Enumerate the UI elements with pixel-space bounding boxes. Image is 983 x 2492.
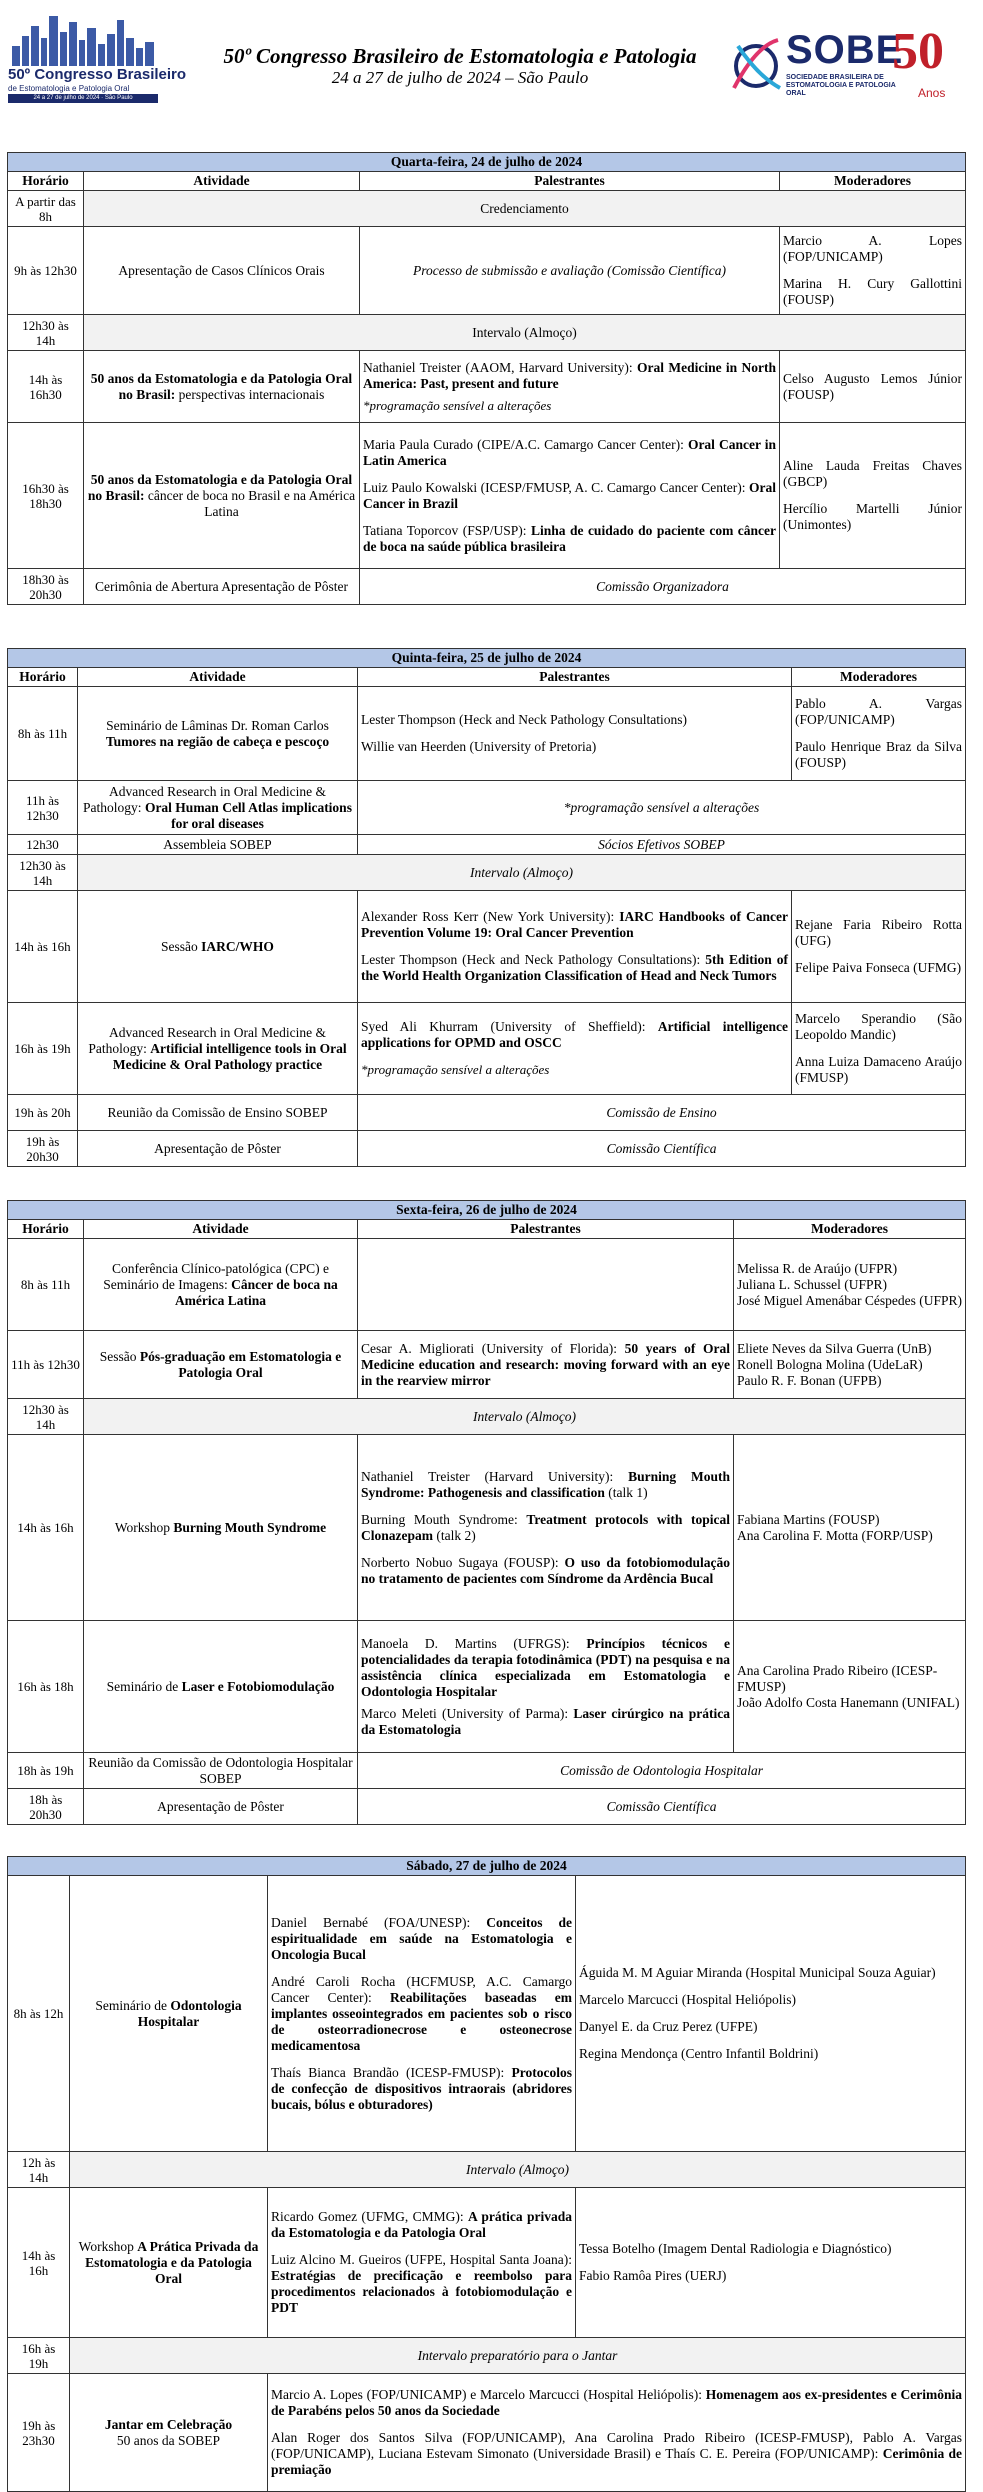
table-row <box>8 781 966 835</box>
moderator: Eliete Neves da Silva Guerra (UnB) <box>737 1340 932 1356</box>
talk <box>271 2252 572 2316</box>
moderator: Marcelo Marcucci (Hospital Heliópolis) <box>579 1992 797 2007</box>
moderator-cell <box>734 1239 966 1331</box>
day-table-wednesday <box>7 152 966 605</box>
table-row <box>8 1435 966 1621</box>
merged-cell: Sócios Efetivos SOBEP <box>358 835 966 855</box>
moderator-cell <box>576 2188 966 2338</box>
day-table-thursday <box>7 648 966 1167</box>
talk <box>271 1915 572 1963</box>
speaker-name: Alexander Ross Kerr (New York University): <box>361 909 620 924</box>
table-row <box>8 1399 966 1435</box>
talk <box>271 2209 572 2241</box>
speaker-cell <box>358 891 792 1003</box>
activity-cell <box>78 687 358 781</box>
moderator: Danyel E. da Cruz Perez (UFPE) <box>579 2019 758 2034</box>
col-header-activity: Atividade <box>84 172 360 191</box>
logo-line-1: 50º Congresso Brasileiro <box>8 66 187 83</box>
talk <box>361 1019 788 1051</box>
moderator-cell <box>792 891 966 1003</box>
speaker-name: Daniel Bernabé (FOA/UNESP): <box>271 1914 487 1930</box>
talk-title: Oral Cancer in Latin America <box>363 436 777 468</box>
speaker-name: Tatiana Toporcov (FSP/USP): <box>363 522 531 538</box>
activity-bold: Odontologia Hospitalar <box>137 1997 242 2029</box>
moderator: Águida M. M Aguiar Miranda (Hospital Municipal Souza Aguiar) <box>579 1965 936 1980</box>
moderator-cell <box>780 423 966 569</box>
sobe-fullname: SOCIEDADE BRASILEIRA DE ESTOMATOLOGIA E PATOLOGIA ORAL <box>786 74 896 97</box>
speaker-name: Luiz Alcino M. Gueiros (UFPE, Hospital Santa Joana): <box>271 2252 572 2267</box>
merged-cell: Comissão de Ensino <box>358 1095 966 1131</box>
table-row <box>8 351 966 423</box>
activity-text: Advanced Research in Oral Medicine & Pathology: <box>83 783 327 815</box>
talk-title: A prática privada da Estomatologia e da Patologia Oral <box>271 2209 572 2240</box>
col-header-speakers: Palestrantes <box>360 172 780 191</box>
talk-title: Artificial intelligence applications for OPMD and OSCC <box>361 1019 788 1050</box>
talk-title: Laser cirúrgico na prática da Estomatologia <box>361 1705 730 1737</box>
time-cell: 9h às 12h30 <box>8 227 84 315</box>
moderator: Marcelo Sperandio (São Leopoldo Mandic) <box>795 1011 963 1042</box>
sobe-logo <box>728 22 978 112</box>
talk-title: O uso da fotobiomodulação no tratamento de pacientes com Síndrome da Ardência Bucal <box>361 1554 730 1586</box>
activity-bold: Artificial intelligence tools in Oral Medicine & Oral Pathology practice <box>112 1040 347 1072</box>
activity-cell <box>78 891 358 1003</box>
day-title: Quarta-feira, 24 de julho de 2024 <box>8 153 966 172</box>
moderator-cell <box>734 1435 966 1621</box>
speaker-name: Luiz Paulo Kowalski (ICESP/FMUSP, A. C. Camargo Cancer Center): <box>363 479 749 495</box>
talk-title: Linha de cuidado do paciente com câncer de boca na saúde pública brasileira <box>363 522 776 554</box>
moderator-cell <box>792 1003 966 1095</box>
activity-cell: Assembleia SOBEP <box>78 835 358 855</box>
activity-text: câncer de boca no Brasil e na América Latina <box>147 487 356 519</box>
time-cell: 14h às 16h <box>8 1435 84 1621</box>
activity-bold: Burning Mouth Syndrome <box>173 1519 327 1535</box>
time-cell: 12h às 14h <box>8 2152 70 2188</box>
talk-title: Estratégias de precificação e reembolso para procedimentos relacionados à fotobiomodulação e PDT <box>271 2268 572 2315</box>
merged-cell: Comissão Organizadora <box>360 569 966 605</box>
activity-bold: Oral Human Cell Atlas implications for oral diseases <box>144 799 352 831</box>
moderator-cell <box>780 227 966 315</box>
speaker-name: Nathaniel Treister (Harvard University): <box>361 1468 629 1484</box>
speaker: Willie van Heerden (University of Pretoria) <box>361 739 597 754</box>
moderator-cell <box>734 1621 966 1753</box>
moderator: Paulo Henrique Braz da Silva (FOUSP) <box>795 739 963 770</box>
talk <box>361 1341 730 1389</box>
talk <box>363 480 776 512</box>
speaker-cell <box>268 2188 576 2338</box>
col-header-speakers: Palestrantes <box>358 1220 734 1239</box>
activity-cell <box>84 1435 358 1621</box>
activity-bold: Laser e Fotobiomodulação <box>181 1678 335 1694</box>
full-row-label: Intervalo (Almoço) <box>84 315 966 351</box>
moderator: Ana Carolina Prado Ribeiro (ICESP-FMUSP) <box>737 1662 938 1694</box>
talk-title: 5th Edition of the World Health Organization Classification of Head and Neck Tumors <box>361 952 788 983</box>
time-cell: 16h às 19h <box>8 2338 70 2374</box>
activity-text: Conferência Clínico-patológica (CPC) e Seminário de Imagens: <box>103 1260 330 1292</box>
talk <box>363 523 776 555</box>
speaker-name: Marco Meleti (University of Parma): <box>361 1705 574 1721</box>
skyline-icon <box>8 8 158 66</box>
speaker: Lester Thompson (Heck and Neck Pathology Consultations) <box>361 712 687 727</box>
col-header-speakers: Palestrantes <box>358 668 792 687</box>
moderator: Tessa Botelho (Imagem Dental Radiologia e Diagnóstico) <box>579 2241 892 2256</box>
activity-bold: 50 anos da Estomatologia e da Patologia Oral no Brasil: <box>87 471 353 503</box>
activity-text: Advanced Research in Oral Medicine & Pathology: <box>88 1024 327 1056</box>
moderator: Hercílio Martelli Júnior (Unimontes) <box>783 501 962 532</box>
table-row <box>8 1876 966 2152</box>
time-cell: 12h30 às 14h <box>8 855 78 891</box>
talk <box>361 909 788 941</box>
table-row <box>8 315 966 351</box>
talk-suffix: (talk 1) <box>604 1484 648 1500</box>
talk <box>361 1469 730 1501</box>
speaker-cell <box>358 1239 734 1331</box>
talk-title: 50 years of Oral Medicine education and research: moving forward with an eye in the rearview mirror <box>361 1340 730 1388</box>
note: *programação sensível a alterações <box>363 397 552 413</box>
moderator: Regina Mendonça (Centro Infantil Boldrini) <box>579 2046 819 2061</box>
moderator: José Miguel Amenábar Céspedes (UFPR) <box>737 1292 962 1308</box>
talk-title: Treatment protocols with topical Clonazepam <box>361 1511 730 1543</box>
table-row <box>8 891 966 1003</box>
logo-line-2: de Estomatologia e Patologia Oral <box>8 84 130 93</box>
merged-cell: Comissão Científica <box>358 1131 966 1167</box>
talk <box>361 1555 730 1587</box>
speaker-name: Burning Mouth Syndrome: <box>361 1511 527 1527</box>
moderator: Aline Lauda Freitas Chaves (GBCP) <box>783 458 962 489</box>
moderator: Marcio A. Lopes (FOP/UNICAMP) <box>783 233 962 264</box>
activity-cell <box>84 1331 358 1399</box>
speaker-cell <box>358 1621 734 1753</box>
activity-cell <box>84 1621 358 1753</box>
table-row <box>8 1003 966 1095</box>
talk-title: Cerimônia de premiação <box>271 2446 963 2477</box>
activity-text: Workshop <box>78 2238 134 2254</box>
talk-suffix: (talk 2) <box>433 1527 476 1543</box>
anniversary-anos: Anos <box>918 86 946 100</box>
moderator: Fabio Ramôa Pires (UERJ) <box>579 2268 727 2283</box>
moderator: João Adolfo Costa Hanemann (UNIFAL) <box>737 1694 960 1710</box>
activity-text: Sessão <box>99 1348 137 1364</box>
full-row-label: Intervalo (Almoço) <box>84 1399 966 1435</box>
col-header-time: Horário <box>8 668 78 687</box>
day-title: Quinta-feira, 25 de julho de 2024 <box>8 649 966 668</box>
talk <box>361 952 788 984</box>
page-subtitle: 24 a 27 de julho de 2024 – São Paulo <box>331 68 589 87</box>
full-row-label: Intervalo (Almoço) <box>70 2152 966 2188</box>
moderator: Paulo R. F. Bonan (UFPB) <box>737 1372 882 1388</box>
moderator-cell <box>792 687 966 781</box>
merged-cell: *programação sensível a alterações <box>358 781 966 835</box>
moderator: Anna Luiza Damaceno Araújo (FMUSP) <box>795 1054 963 1085</box>
table-row <box>8 569 966 605</box>
activity-cell <box>84 351 360 423</box>
moderator: Fabiana Martins (FOUSP) <box>737 1511 880 1527</box>
activity-cell: Apresentação de Pôster <box>78 1131 358 1167</box>
full-row-label: Intervalo preparatório para o Jantar <box>70 2338 966 2374</box>
speaker-name: Syed Ali Khurram (University of Sheffield): <box>361 1019 658 1034</box>
time-cell: 16h às 18h <box>8 1621 84 1753</box>
talk <box>361 1706 730 1738</box>
moderator-cell <box>576 1876 966 2152</box>
full-row-label: Credenciamento <box>84 191 966 227</box>
day-title: Sexta-feira, 26 de julho de 2024 <box>8 1201 966 1220</box>
col-header-moderators: Moderadores <box>792 668 966 687</box>
activity-text: Seminário de <box>106 1678 179 1694</box>
talk-title: Burning Mouth Syndrome: Pathogenesis and classification <box>361 1468 730 1500</box>
time-cell: 14h às 16h <box>8 891 78 1003</box>
table-row <box>8 1753 966 1789</box>
day-table-friday <box>7 1200 966 1825</box>
speaker-cell <box>358 1435 734 1621</box>
activity-cell <box>78 781 358 835</box>
congress-logo <box>8 8 187 101</box>
merged-cell: Comissão de Odontologia Hospitalar <box>358 1753 966 1789</box>
speaker-name: Norberto Nobuo Sugaya (FOUSP): <box>361 1554 565 1570</box>
page-header <box>0 0 983 140</box>
col-header-moderators: Moderadores <box>780 172 966 191</box>
activity-bold: Pós-graduação em Estomatologia e Patologia Oral <box>139 1348 342 1380</box>
day-title: Sábado, 27 de julho de 2024 <box>8 1857 966 1876</box>
talk-title: Protocolos de confecção de dispositivos intraorais (abridores bucais, bólus e obturadores) <box>271 2064 572 2112</box>
talk <box>271 1974 572 2054</box>
speaker-name: Nathaniel Treister (AAOM, Harvard University): <box>363 359 638 375</box>
table-row <box>8 2152 966 2188</box>
note: *programação sensível a alterações <box>361 1062 550 1077</box>
talk <box>363 360 776 392</box>
moderator: Juliana L. Schussel (UFPR) <box>737 1276 887 1292</box>
time-cell: 12h30 às 14h <box>8 315 84 351</box>
full-row-label: Intervalo (Almoço) <box>78 855 966 891</box>
speaker-cell <box>358 1331 734 1399</box>
talk <box>361 1636 730 1700</box>
activity-text: 50 anos da SOBEP <box>116 2432 221 2448</box>
activity-cell <box>70 2188 268 2338</box>
page-title: 50º Congresso Brasileiro de Estomatologia e Patologia <box>223 44 697 68</box>
anniversary-number: 50 <box>892 23 944 80</box>
moderator-cell <box>734 1331 966 1399</box>
moderator: Ana Carolina F. Motta (FORP/USP) <box>737 1527 933 1543</box>
table-row <box>8 2338 966 2374</box>
talk-title: Reabilitações baseadas em implantes osseointegrados em pacientes sob o risco de osteorradionecrose e osteonecrose medicamentosa <box>271 1989 572 2053</box>
talk-title: Princípios técnicos e potencialidades da terapia fotodinâmica (PDT) na pesquisa e na assistência clínica especializada em Estomatologia e Odontologia Hospitalar <box>361 1635 730 1699</box>
table-row <box>8 1621 966 1753</box>
time-cell: 12h30 <box>8 835 78 855</box>
time-cell: 18h30 às 20h30 <box>8 569 84 605</box>
time-cell: 12h30 às 14h <box>8 1399 84 1435</box>
table-row <box>8 1789 966 1825</box>
time-cell: 8h às 11h <box>8 1239 84 1331</box>
talk-title: Conceitos de espiritualidade em saúde na Estomatologia e Oncologia Bucal <box>271 1914 572 1962</box>
time-cell: 19h às 20h <box>8 1095 78 1131</box>
moderator-cell: Celso Augusto Lemos Júnior (FOUSP) <box>780 351 966 423</box>
day-table-saturday <box>7 1856 966 2492</box>
activity-cell: Apresentação de Casos Clínicos Orais <box>84 227 360 315</box>
moderator: Marina H. Cury Gallottini (FOUSP) <box>783 276 962 307</box>
talk-title: Oral Medicine in North America: Past, present and future <box>363 359 777 391</box>
time-cell: 11h às 12h30 <box>8 1331 84 1399</box>
talk <box>363 437 776 469</box>
table-row <box>8 1131 966 1167</box>
table-row <box>8 835 966 855</box>
table-row <box>8 855 966 891</box>
table-row <box>8 1331 966 1399</box>
time-cell: 14h às 16h30 <box>8 351 84 423</box>
talk <box>271 2065 572 2113</box>
activity-text: Workshop <box>114 1519 170 1535</box>
time-cell: 14h às 16h <box>8 2188 70 2338</box>
time-cell: 8h às 11h <box>8 687 78 781</box>
moderator: Melissa R. de Araújo (UFPR) <box>737 1260 898 1276</box>
moderator: Pablo A. Vargas (FOP/UNICAMP) <box>795 696 963 727</box>
activity-cell: Apresentação de Pôster <box>84 1789 358 1825</box>
table-row <box>8 191 966 227</box>
speaker-cell <box>268 1876 576 2152</box>
table-row <box>8 1095 966 1131</box>
speaker-name: André Caroli Rocha (HCFMUSP, A.C. Camargo Cancer Center): <box>271 1973 572 2005</box>
activity-cell <box>70 2374 268 2492</box>
speaker-name: Marcio A. Lopes (FOP/UNICAMP) e Marcelo Marcucci (Hospital Heliópolis): <box>271 2387 706 2402</box>
speaker-name: Thaís Bianca Brandão (ICESP-FMUSP): <box>271 2064 512 2080</box>
talk-title: IARC Handbooks of Cancer Prevention Volume 19: Oral Cancer Prevention <box>361 909 788 940</box>
col-header-time: Horário <box>8 1220 84 1239</box>
speaker-name: Alan Roger dos Santos Silva (FOP/UNICAMP), Ana Carolina Prado Ribeiro (ICESP-FMUSP), Pablo A. Vargas (FOP/UNICAMP), Luciana Estevam Simonato (Universidade Brasil) e Thaís C. E. Pereira (FOP/UNICAMP): <box>271 2430 963 2461</box>
time-cell: 11h às 12h30 <box>8 781 78 835</box>
activity-bold: Tumores na região de cabeça e pescoço <box>105 733 330 749</box>
activity-bold: 50 anos da Estomatologia e da Patologia Oral no Brasil: <box>90 370 353 402</box>
time-cell: A partir das 8h <box>8 191 84 227</box>
table-row <box>8 2374 966 2492</box>
speaker-cell <box>360 351 780 423</box>
activity-text: perspectivas internacionais <box>178 386 325 402</box>
talk <box>271 2430 962 2478</box>
talk <box>271 2387 962 2419</box>
talk <box>361 1512 730 1544</box>
activity-cell <box>84 423 360 569</box>
speaker-name: Cesar A. Migliorati (University of Florida): <box>361 1340 625 1356</box>
speaker-cell <box>358 687 792 781</box>
col-header-activity: Atividade <box>84 1220 358 1239</box>
col-header-time: Horário <box>8 172 84 191</box>
time-cell: 18h às 19h <box>8 1753 84 1789</box>
speaker-name: Lester Thompson (Heck and Neck Pathology Consultations): <box>361 952 706 967</box>
activity-cell <box>70 1876 268 2152</box>
table-row <box>8 1239 966 1331</box>
activity-bold: IARC/WHO <box>201 938 274 954</box>
time-cell: 19h às 20h30 <box>8 1131 78 1167</box>
activity-cell: Cerimônia de Abertura Apresentação de Pôster <box>84 569 360 605</box>
activity-bold: Câncer de boca na América Latina <box>174 1276 338 1308</box>
merged-cell: Comissão Científica <box>358 1789 966 1825</box>
speaker-cell: Processo de submissão e avaliação (Comissão Científica) <box>360 227 780 315</box>
speaker-name: Ricardo Gomez (UFMG, CMMG): <box>271 2209 469 2224</box>
moderator: Felipe Paiva Fonseca (UFMG) <box>795 960 962 975</box>
activity-cell <box>84 1239 358 1331</box>
activity-cell <box>78 1003 358 1095</box>
time-cell: 16h30 às 18h30 <box>8 423 84 569</box>
col-header-activity: Atividade <box>78 668 358 687</box>
talk-title: Homenagem aos ex-presidentes e Cerimônia de Parabéns pelos 50 anos da Sociedade <box>271 2387 963 2418</box>
speaker-cell <box>268 2374 966 2492</box>
logo-line-3: 24 a 27 de julho de 2024 · São Paulo <box>8 94 158 103</box>
activity-text: Seminário de <box>95 1997 167 2013</box>
activity-cell: Reunião da Comissão de Ensino SOBEP <box>78 1095 358 1131</box>
talk-title: Oral Cancer in Brazil <box>363 479 776 511</box>
time-cell: 16h às 19h <box>8 1003 78 1095</box>
col-header-moderators: Moderadores <box>734 1220 966 1239</box>
sobe-name: SOBE <box>786 28 904 72</box>
table-row <box>8 687 966 781</box>
activity-text: Sessão <box>161 938 198 954</box>
speaker-cell <box>358 1003 792 1095</box>
table-row <box>8 227 966 315</box>
time-cell: 19h às 23h30 <box>8 2374 70 2492</box>
speaker-cell <box>360 423 780 569</box>
time-cell: 18h às 20h30 <box>8 1789 84 1825</box>
table-row <box>8 423 966 569</box>
speaker-name: Manoela D. Martins (UFRGS): <box>361 1635 587 1651</box>
table-row <box>8 2188 966 2338</box>
sobe-emblem-icon <box>728 26 784 106</box>
activity-bold: A Prática Privada da Estomatologia e da Patologia Oral <box>85 2238 259 2286</box>
moderator: Rejane Faria Ribeiro Rotta (UFG) <box>795 917 963 948</box>
moderator: Ronell Bologna Molina (UdeLaR) <box>737 1356 923 1372</box>
time-cell: 8h às 12h <box>8 1876 70 2152</box>
activity-cell: Reunião da Comissão de Odontologia Hospitalar SOBEP <box>84 1753 358 1789</box>
activity-bold: Jantar em Celebração <box>104 2416 233 2432</box>
activity-text: Seminário de Lâminas Dr. Roman Carlos <box>106 717 329 733</box>
speaker-name: Maria Paula Curado (CIPE/A.C. Camargo Cancer Center): <box>363 436 688 452</box>
